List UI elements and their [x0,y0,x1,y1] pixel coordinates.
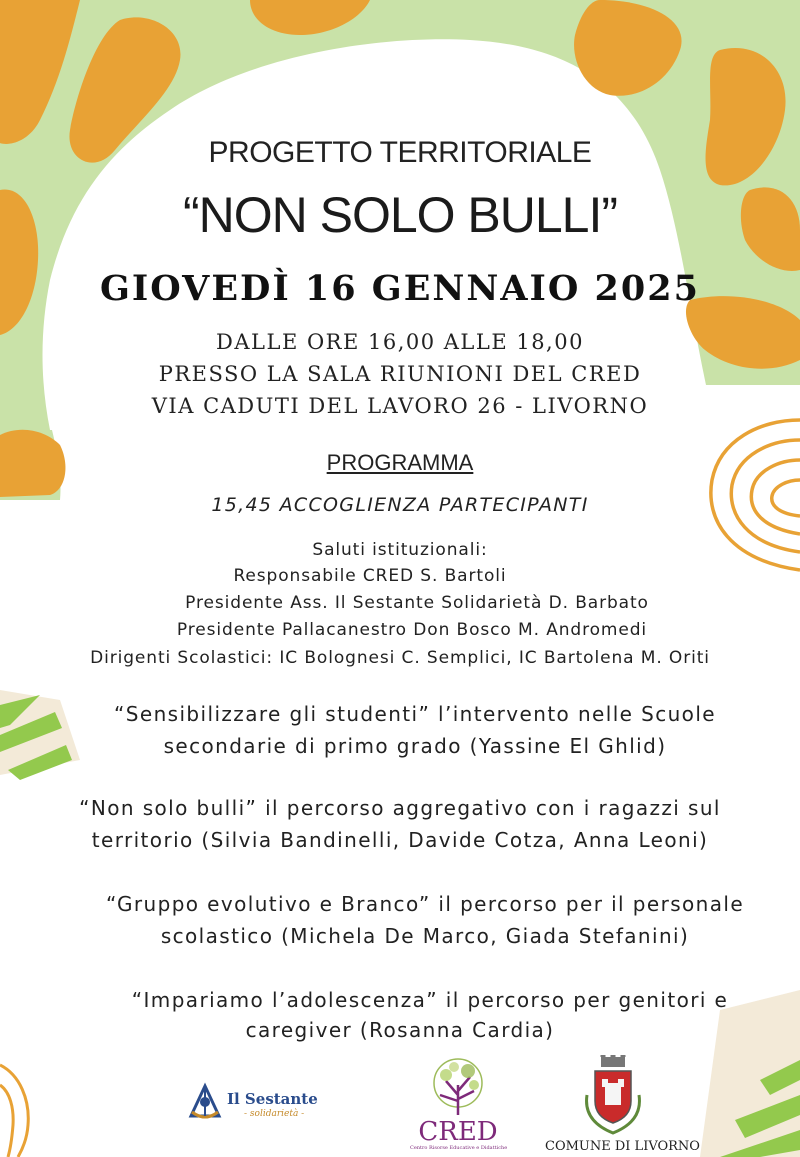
talk-4-title: “Impariamo l’adolescenza” il percorso per genitori e [131,988,729,1012]
talk-1-title: “Sensibilizzare gli studenti” l’intervento nelle Scuole [114,702,716,726]
coat-of-arms-icon [545,1055,681,1137]
sestante-subtitle: - solidarietà - [244,1109,305,1119]
talk-3-title: “Gruppo evolutivo e Branco” il percorso per il personale [105,892,745,916]
event-time: DALLE ORE 16,00 ALLE 18,00 [216,330,584,354]
talk-2-title: “Non solo bulli” il percorso aggregativo con i ragazzi sul [79,796,721,820]
cred-name: CRED [418,1117,498,1147]
greeting-line: Presidente Ass. Il Sestante Solidarietà D. Barbato [185,593,649,613]
program-heading: PROGRAMMA [326,450,474,475]
greeting-line: Responsabile CRED S. Bartoli [233,566,507,586]
greeting-line: Presidente Pallacanestro Don Bosco M. Andromedi [176,620,648,640]
cred-logo [410,1055,506,1155]
project-subtitle: PROGETTO TERRITORIALE [208,136,592,169]
talk-1-speakers: secondarie di primo grado (Yassine El Ghlid) [163,734,667,758]
event-title: “NON SOLO BULLI” [182,187,618,243]
comune-name: COMUNE DI LIVORNO [545,1139,700,1154]
sextant-icon [186,1082,224,1122]
welcome-line: 15,45 ACCOGLIENZA PARTECIPANTI [211,494,589,516]
comune-logo [545,1055,700,1155]
talk-3-speakers: scolastico (Michela De Marco, Giada Stefanini) [160,924,690,948]
event-date: GIOVEDÌ 16 GENNAIO 2025 [100,268,700,309]
sestante-name: Il Sestante [227,1090,318,1108]
event-place: PRESSO LA SALA RIUNIONI DEL CRED [158,362,642,386]
sestante-logo [186,1082,326,1122]
tree-icon [410,1055,506,1119]
event-address: VIA CADUTI DEL LAVORO 26 - LIVORNO [151,394,649,418]
talk-4-speakers: caregiver (Rosanna Cardia) [245,1018,555,1042]
talk-2-speakers: territorio (Silvia Bandinelli, Davide Cotza, Anna Leoni) [91,828,709,852]
cred-subtitle: Centro Risorse Educative e Didattiche [410,1145,508,1151]
greeting-line: Dirigenti Scolastici: IC Bolognesi C. Semplici, IC Bartolena M. Oriti [90,648,710,668]
greetings-heading: Saluti istituzionali: [312,540,488,560]
